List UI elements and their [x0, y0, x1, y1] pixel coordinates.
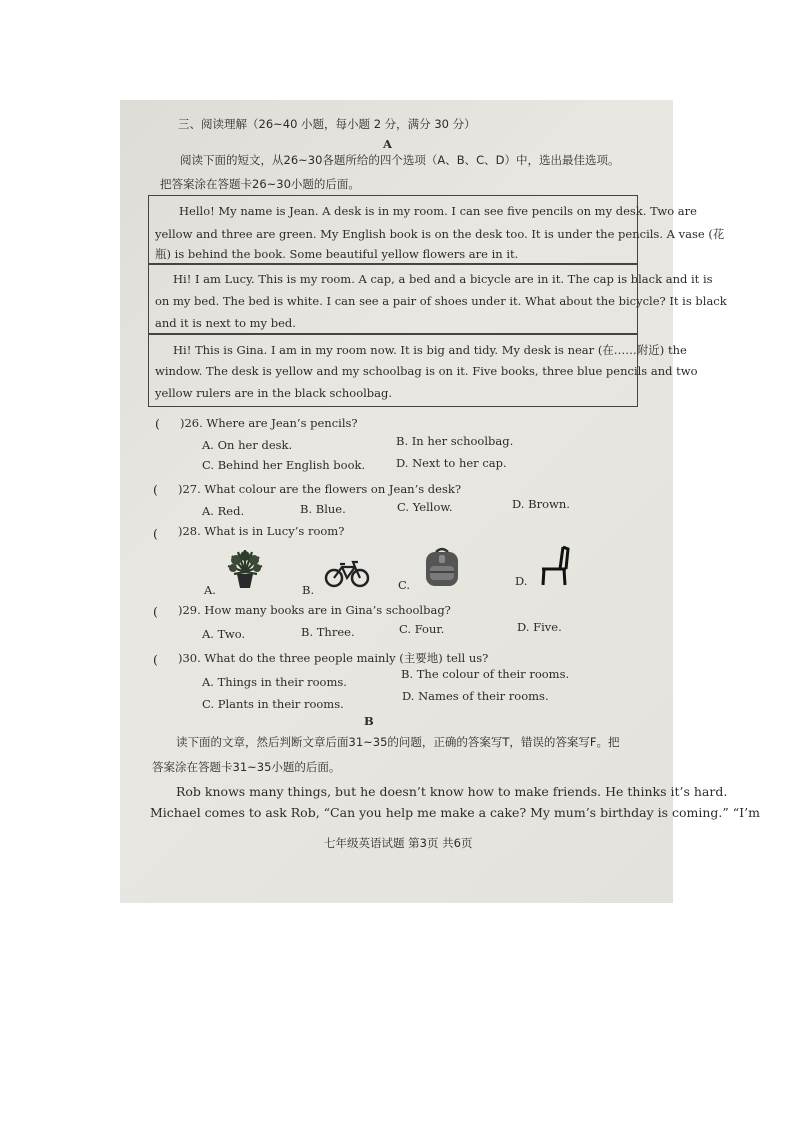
question-30-stem: )30. What do the three people mainly (主要地) tell us?	[178, 651, 489, 665]
passage-line: window. The desk is yellow and my schoolbag is on it. Five books, three blue pencils and two	[155, 364, 698, 378]
option-b: B.	[302, 583, 315, 597]
answer-paren: (	[155, 416, 160, 431]
option-d: D. Five.	[517, 620, 562, 634]
option-b: B. Blue.	[300, 502, 346, 516]
passage-box-jean	[148, 195, 725, 265]
option-d: D. Names of their rooms.	[402, 689, 549, 703]
option-d: D.	[515, 574, 528, 588]
option-c: C. Four.	[399, 622, 445, 636]
option-c: C.	[398, 578, 411, 592]
part-b-text-line: Michael comes to ask Rob, “Can you help me make a cake? My mum’s birthday is coming.” “I’m	[150, 805, 760, 820]
option-c: C. Plants in their rooms.	[202, 697, 344, 711]
page-footer: 七年级英语试题 第3页 共6页	[324, 836, 473, 850]
passage-line: yellow and three are green. My English book is on the desk too. It is under the pencils. A vase (花	[155, 227, 725, 241]
option-c: C. Yellow.	[397, 500, 453, 514]
passage-line: and it is next to my bed.	[155, 316, 296, 330]
part-a-label: A	[383, 137, 392, 151]
option-a: A. Things in their rooms.	[202, 675, 347, 689]
part-b-label: B	[364, 714, 374, 728]
question-26-stem: )26. Where are Jean’s pencils?	[180, 416, 358, 430]
part-b-text-line: Rob knows many things, but he doesn’t know how to make friends. He thinks it’s hard.	[176, 784, 728, 799]
passage-line: yellow rulers are in the black schoolbag.	[155, 386, 393, 400]
answer-paren: (	[153, 526, 158, 541]
answer-paren: (	[153, 482, 158, 497]
passage-line: on my bed. The bed is white. I can see a pair of shoes under it. What about the bicycle? It is black	[155, 294, 727, 308]
option-b: B. In her schoolbag.	[396, 434, 514, 448]
option-b: B. Three.	[301, 625, 355, 639]
option-a: A. Red.	[202, 504, 245, 518]
exam-page	[120, 100, 760, 903]
passage-box-lucy	[148, 263, 727, 335]
question-27-stem: )27. What colour are the flowers on Jean’s desk?	[178, 482, 461, 496]
part-a-instruction: 阅读下面的短文，从26~30各题所给的四个选项（A、B、C、D）中，选出最佳选项。	[180, 153, 620, 167]
passage-line: Hi! I am Lucy. This is my room. A cap, a bed and a bicycle are in it. The cap is black and it is	[173, 272, 713, 286]
option-b: B. The colour of their rooms.	[401, 667, 570, 681]
passage-box-gina	[148, 333, 698, 407]
section-heading: 三、阅读理解（26~40 小题，每小题 2 分，满分 30 分）	[178, 117, 476, 131]
answer-paren: (	[153, 652, 158, 667]
option-d: D. Next to her cap.	[396, 456, 507, 470]
question-28-stem: )28. What is in Lucy’s room?	[178, 524, 345, 538]
chair-icon	[538, 545, 572, 591]
part-a-instruction-continued: 把答案涂在答题卡26~30小题的后面。	[160, 177, 360, 191]
passage-line: Hello! My name is Jean. A desk is in my room. I can see five pencils on my desk. Two are	[179, 204, 697, 218]
answer-paren: (	[153, 604, 158, 619]
part-b-instruction-continued: 答案涂在答题卡31~35小题的后面。	[152, 760, 341, 774]
question-29-stem: )29. How many books are in Gina’s schoolbag?	[178, 603, 451, 617]
potted-plant-icon	[224, 548, 266, 594]
option-a: A.	[204, 583, 216, 597]
part-b-instruction: 读下面的文章，然后判断文章后面31~35的问题，正确的答案写T，错误的答案写F。把	[176, 735, 620, 749]
option-c: C. Behind her English book.	[202, 458, 366, 472]
option-a: A. On her desk.	[202, 438, 293, 452]
passage-line: Hi! This is Gina. I am in my room now. It is big and tidy. My desk is near (在……附近) the	[173, 343, 687, 357]
schoolbag-icon	[420, 546, 464, 592]
option-d: D. Brown.	[512, 497, 570, 511]
bicycle-icon	[325, 560, 369, 592]
option-a: A. Two.	[202, 627, 246, 641]
passage-line: 瓶) is behind the book. Some beautiful yellow flowers are in it.	[155, 247, 519, 261]
